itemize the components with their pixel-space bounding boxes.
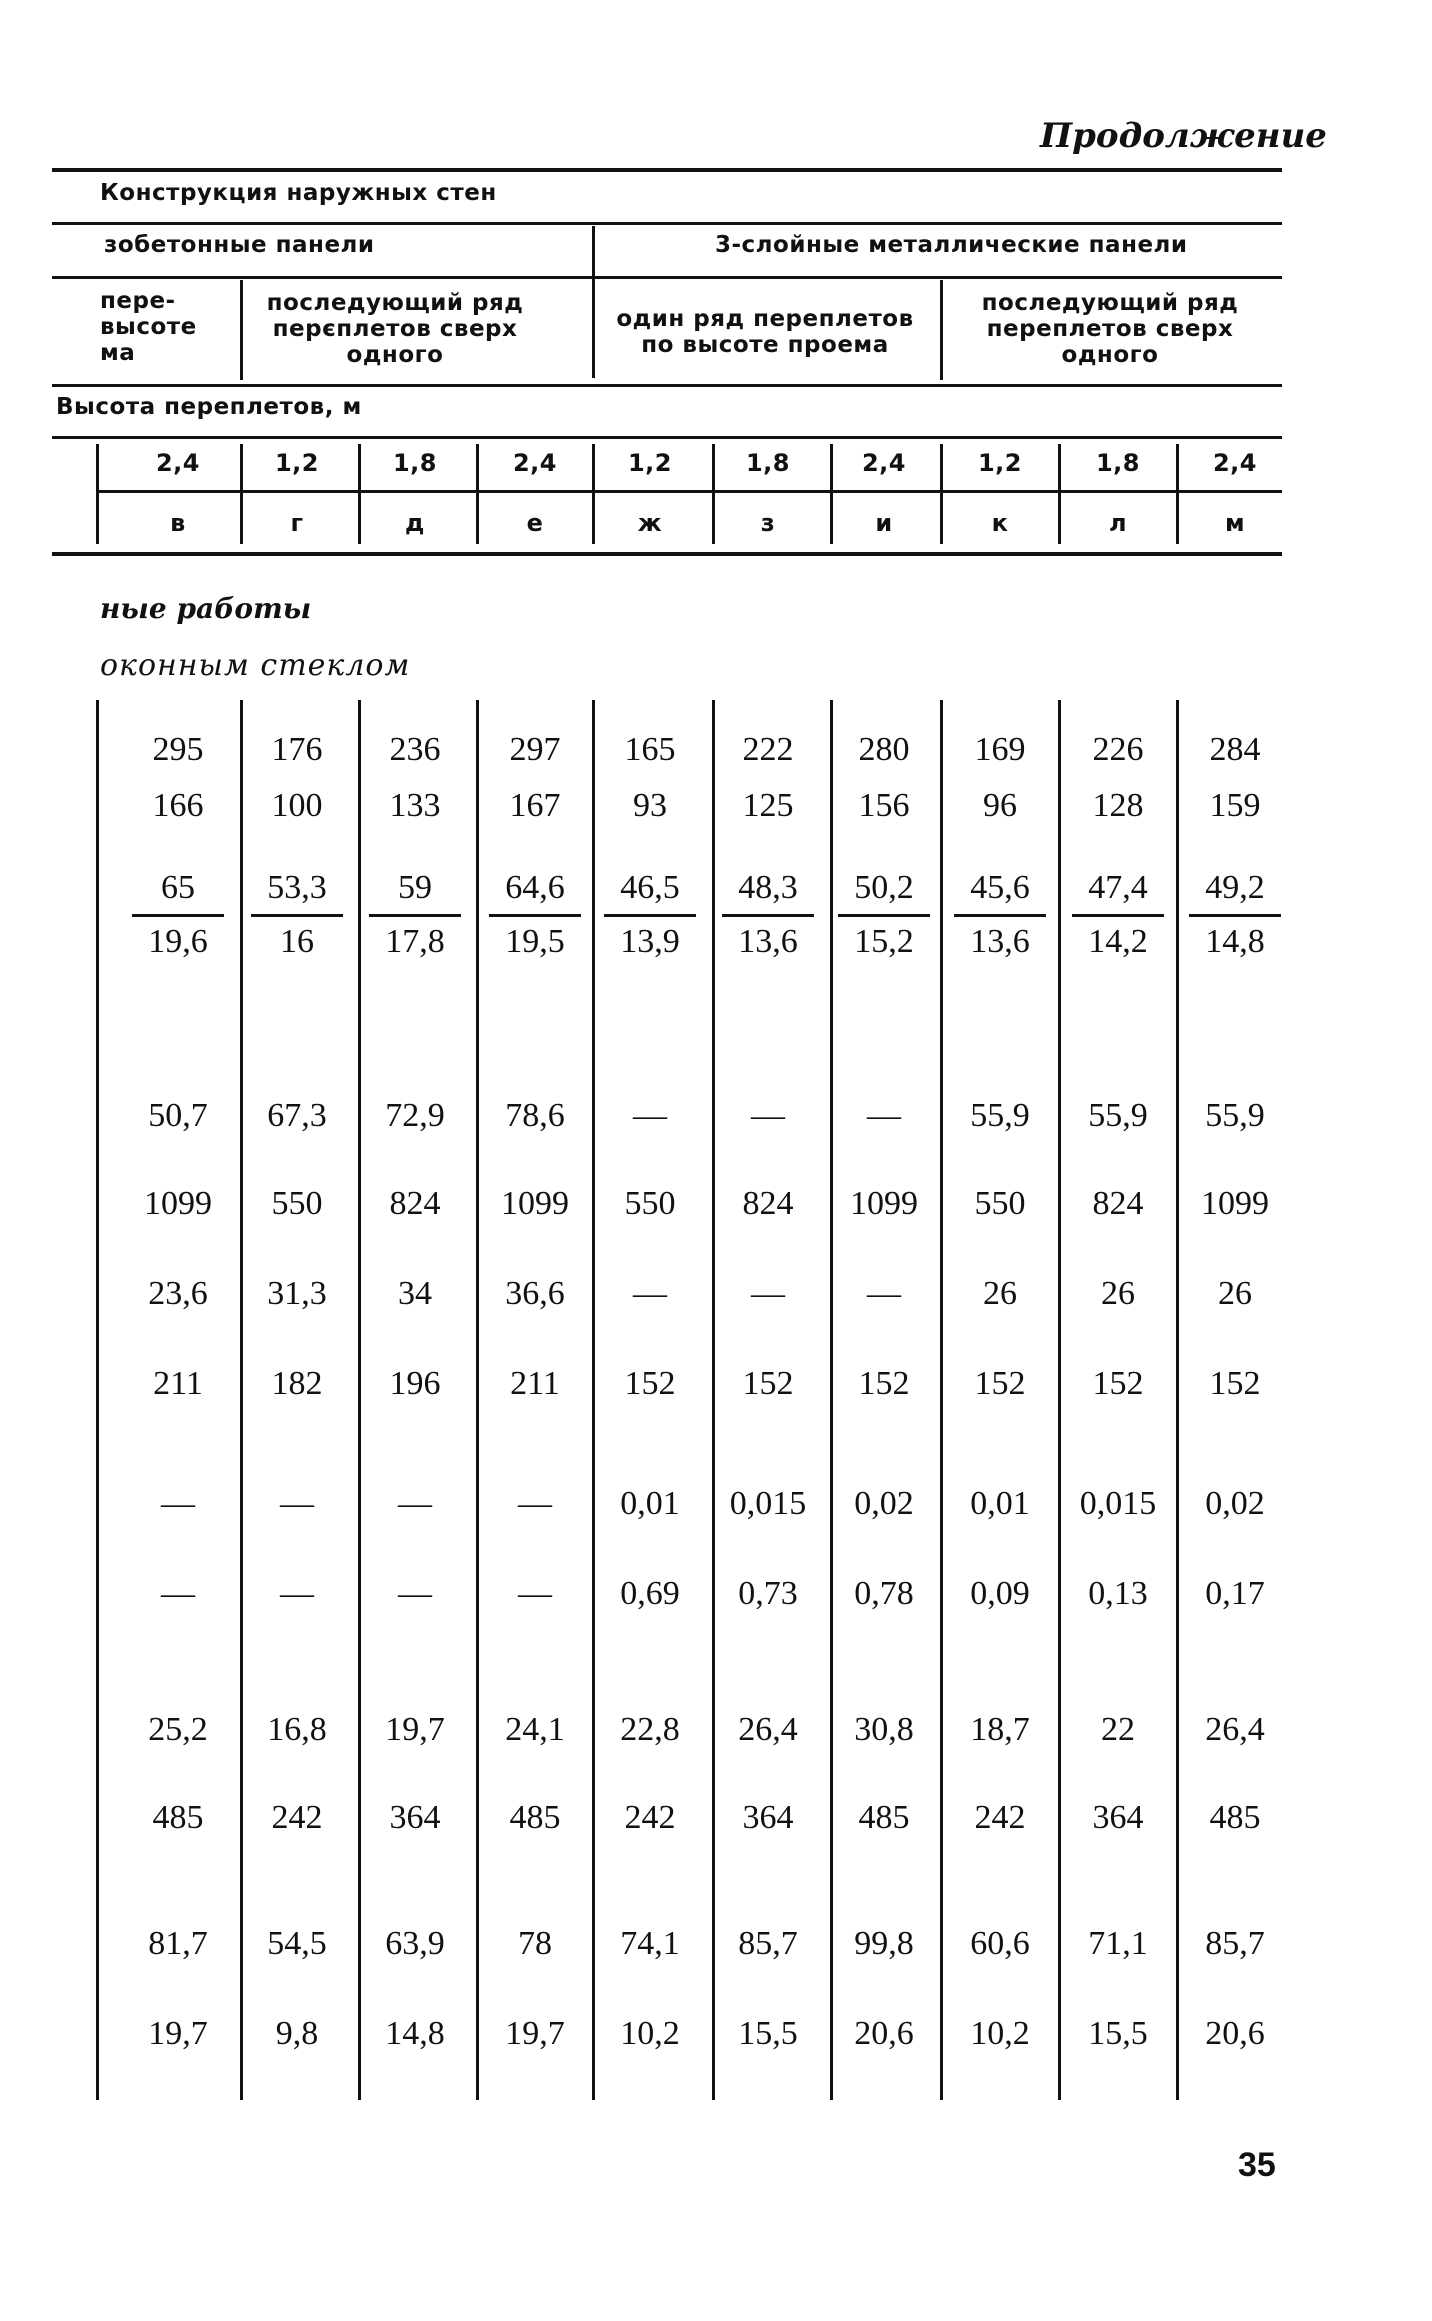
table-cell: 152: [858, 1365, 910, 1402]
table-cell: 36,6: [505, 1275, 565, 1312]
table-cell: 152: [1092, 1365, 1144, 1402]
table-cell: 15,5: [1088, 2015, 1148, 2052]
table-cell: 0,02: [854, 1485, 914, 1522]
table-cell: 485: [1209, 1799, 1261, 1836]
table-cell: 26: [1101, 1275, 1135, 1312]
table-cell: 152: [1209, 1365, 1261, 1402]
table-cell: 1099: [850, 1185, 918, 1222]
table-cell: 0,73: [738, 1575, 798, 1612]
table-cell: 211: [510, 1365, 560, 1402]
table-cell: 824: [389, 1185, 441, 1222]
fraction-denominator: 13,6: [738, 923, 798, 960]
table-cell: 22,8: [620, 1711, 680, 1748]
table-cell: 23,6: [148, 1275, 208, 1312]
header-vline-sub1: [240, 280, 243, 380]
page-number: 35: [1238, 2146, 1276, 2184]
table-cell: —: [867, 1275, 901, 1312]
table-cell: 176: [271, 731, 323, 768]
table-cell: 1099: [1201, 1185, 1269, 1222]
table-cell: —: [161, 1575, 195, 1612]
table-cell: 26: [983, 1275, 1017, 1312]
table-cell: 19,7: [148, 2015, 208, 2052]
table-cell: 128: [1092, 787, 1144, 824]
table-cell: 34: [398, 1275, 432, 1312]
height-value: 2,4: [1212, 449, 1257, 477]
table-cell: —: [867, 1097, 901, 1134]
table-cell: 485: [509, 1799, 561, 1836]
table-cell: 242: [271, 1799, 323, 1836]
height-value: 1,2: [274, 449, 319, 477]
header-column-line: [476, 444, 479, 544]
header-rule-4: [52, 384, 1282, 387]
fraction-numerator: 64,6: [505, 869, 565, 906]
fraction-denominator: 13,6: [970, 923, 1030, 960]
table-cell: 211: [153, 1365, 203, 1402]
table-cell: 100: [271, 787, 323, 824]
fraction-bar: [1189, 914, 1281, 917]
header-column-line: [358, 444, 361, 544]
subheader-b: последующий ряд перєплетов сверх одного: [266, 290, 524, 368]
height-value: 2,4: [155, 449, 200, 477]
table-cell: 99,8: [854, 1925, 914, 1962]
table-cell: 196: [389, 1365, 441, 1402]
height-label: Высота переплетов, м: [56, 394, 362, 420]
table-cell: 166: [152, 787, 204, 824]
table-cell: 0,78: [854, 1575, 914, 1612]
header-vline-sub2: [940, 280, 943, 380]
height-value: 2,4: [861, 449, 906, 477]
fraction-numerator: 45,6: [970, 869, 1030, 906]
table-cell: —: [518, 1575, 552, 1612]
table-cell: 550: [624, 1185, 676, 1222]
subheader-c: один ряд переплетов по высоте проема: [616, 306, 914, 358]
header-rule-2: [52, 222, 1282, 225]
fraction-denominator: 19,6: [148, 923, 208, 960]
table-cell: 26,4: [738, 1711, 798, 1748]
fraction-bar: [251, 914, 343, 917]
table-cell: 25,2: [148, 1711, 208, 1748]
table-cell: 297: [509, 731, 561, 768]
table-cell: 1099: [501, 1185, 569, 1222]
fraction-denominator: 16: [280, 923, 314, 960]
table-cell: 85,7: [1205, 1925, 1265, 1962]
table-cell: 0,015: [729, 1485, 807, 1522]
column-letter: к: [991, 509, 1009, 537]
table-cell: 55,9: [1205, 1097, 1265, 1134]
table-cell: —: [280, 1575, 314, 1612]
table-cell: 26: [1218, 1275, 1252, 1312]
column-letter: ж: [637, 509, 663, 537]
table-cell: 364: [389, 1799, 441, 1836]
fraction-numerator: 59: [398, 869, 432, 906]
table-cell: 152: [974, 1365, 1026, 1402]
table-cell: 19,7: [385, 1711, 445, 1748]
table-cell: 0,02: [1205, 1485, 1265, 1522]
table-cell: 9,8: [275, 2015, 319, 2052]
table-cell: 22: [1101, 1711, 1135, 1748]
header-rule-3: [52, 276, 1282, 279]
header-column-line: [96, 444, 99, 544]
table-cell: 0,13: [1088, 1575, 1148, 1612]
table-cell: 85,7: [738, 1925, 798, 1962]
column-letter: л: [1108, 509, 1128, 537]
table-cell: 72,9: [385, 1097, 445, 1134]
header-column-line: [830, 444, 833, 544]
column-letter: г: [290, 509, 304, 537]
table-cell: 20,6: [1205, 2015, 1265, 2052]
table-cell: 78,6: [505, 1097, 565, 1134]
table-cell: 824: [1092, 1185, 1144, 1222]
table-cell: 71,1: [1088, 1925, 1148, 1962]
table-cell: —: [398, 1575, 432, 1612]
table-cell: 156: [858, 787, 910, 824]
section-subtitle: оконным стеклом: [100, 648, 411, 683]
column-letter: д: [405, 509, 425, 537]
table-cell: 1099: [144, 1185, 212, 1222]
table-cell: 242: [624, 1799, 676, 1836]
section-title: ные работы: [100, 592, 312, 625]
table-cell: —: [161, 1485, 195, 1522]
fraction-bar: [604, 914, 696, 917]
table-cell: —: [518, 1485, 552, 1522]
fraction-bar: [722, 914, 814, 917]
table-cell: 74,1: [620, 1925, 680, 1962]
table-cell: 0,69: [620, 1575, 680, 1612]
table-cell: 63,9: [385, 1925, 445, 1962]
table-cell: —: [280, 1485, 314, 1522]
height-value: 1,8: [392, 449, 437, 477]
table-cell: —: [633, 1097, 667, 1134]
table-cell: 24,1: [505, 1711, 565, 1748]
height-value: 1,2: [977, 449, 1022, 477]
subheader-d: последующий ряд переплетов сверх одного: [981, 290, 1239, 368]
table-cell: 182: [271, 1365, 323, 1402]
table-cell: 550: [974, 1185, 1026, 1222]
fraction-denominator: 19,5: [505, 923, 565, 960]
column-letter: м: [1224, 509, 1246, 537]
fraction-bar: [132, 914, 224, 917]
table-cell: 50,7: [148, 1097, 208, 1134]
table-cell: 10,2: [620, 2015, 680, 2052]
table-cell: 0,01: [970, 1485, 1030, 1522]
table-cell: 14,8: [385, 2015, 445, 2052]
table-cell: 824: [742, 1185, 794, 1222]
table-cell: 550: [271, 1185, 323, 1222]
table-cell: 236: [389, 731, 441, 768]
table-cell: —: [751, 1275, 785, 1312]
header-column-line: [240, 444, 243, 544]
fraction-numerator: 53,3: [267, 869, 327, 906]
table-cell: 81,7: [148, 1925, 208, 1962]
table-cell: —: [633, 1275, 667, 1312]
table-cell: 485: [152, 1799, 204, 1836]
header-column-line: [1176, 444, 1179, 544]
table-cell: 0,09: [970, 1575, 1030, 1612]
fraction-denominator: 14,8: [1205, 923, 1265, 960]
wall-construction-label: Конструкция наружных стен: [100, 180, 497, 206]
table-cell: 55,9: [1088, 1097, 1148, 1134]
fraction-numerator: 48,3: [738, 869, 798, 906]
table-cell: 60,6: [970, 1925, 1030, 1962]
table-cell: 165: [624, 731, 676, 768]
table-cell: 18,7: [970, 1711, 1030, 1748]
fraction-numerator: 47,4: [1088, 869, 1148, 906]
table-cell: 78: [518, 1925, 552, 1962]
fraction-bar: [489, 914, 581, 917]
fraction-bar: [838, 914, 930, 917]
table-cell: 20,6: [854, 2015, 914, 2052]
table-cell: 159: [1209, 787, 1261, 824]
fraction-numerator: 46,5: [620, 869, 680, 906]
table-cell: 16,8: [267, 1711, 327, 1748]
fraction-numerator: 50,2: [854, 869, 914, 906]
fraction-denominator: 14,2: [1088, 923, 1148, 960]
header-column-line: [1058, 444, 1061, 544]
fraction-denominator: 13,9: [620, 923, 680, 960]
header-rule-top: [52, 168, 1282, 172]
table-cell: 54,5: [267, 1925, 327, 1962]
table-cell: 133: [389, 787, 441, 824]
table-cell: 152: [742, 1365, 794, 1402]
table-cell: 0,015: [1079, 1485, 1157, 1522]
fraction-bar: [369, 914, 461, 917]
continuation-label: Продолжение: [1040, 116, 1327, 156]
header-column-line: [712, 444, 715, 544]
table-cell: 96: [983, 787, 1017, 824]
table-cell: 67,3: [267, 1097, 327, 1134]
header-rule-6: [96, 490, 1282, 493]
height-value: 1,8: [745, 449, 790, 477]
height-value: 1,8: [1095, 449, 1140, 477]
header-vline-group: [592, 226, 595, 378]
table-cell: 30,8: [854, 1711, 914, 1748]
height-value: 1,2: [627, 449, 672, 477]
column-letter: е: [526, 509, 544, 537]
table-cell: 485: [858, 1799, 910, 1836]
fraction-denominator: 15,2: [854, 923, 914, 960]
table-cell: 125: [742, 787, 794, 824]
table-cell: 26,4: [1205, 1711, 1265, 1748]
table-cell: 364: [1092, 1799, 1144, 1836]
fraction-numerator: 65: [161, 869, 195, 906]
group-right-label: 3-слойные металлические панели: [715, 232, 1188, 258]
table-cell: 242: [974, 1799, 1026, 1836]
table-cell: 31,3: [267, 1275, 327, 1312]
fraction-bar: [954, 914, 1046, 917]
table-cell: 152: [624, 1365, 676, 1402]
table-cell: 169: [974, 731, 1026, 768]
table-cell: 55,9: [970, 1097, 1030, 1134]
column-letter: в: [170, 509, 186, 537]
group-left-label: зобетонные панели: [104, 232, 375, 258]
header-column-line: [940, 444, 943, 544]
table-cell: 0,01: [620, 1485, 680, 1522]
table-cell: —: [751, 1097, 785, 1134]
column-letter: и: [875, 509, 893, 537]
header-rule-5: [52, 436, 1282, 439]
table-cell: 10,2: [970, 2015, 1030, 2052]
table-cell: 226: [1092, 731, 1144, 768]
column-letter: з: [760, 509, 776, 537]
header-column-line: [592, 444, 595, 544]
table-cell: 0,17: [1205, 1575, 1265, 1612]
table-cell: 284: [1209, 731, 1261, 768]
table-cell: 364: [742, 1799, 794, 1836]
subheader-a: пере- высоте ма: [100, 288, 197, 366]
table-cell: 222: [742, 731, 794, 768]
body-column-line: [96, 700, 99, 2100]
table-cell: 15,5: [738, 2015, 798, 2052]
height-value: 2,4: [512, 449, 557, 477]
fraction-bar: [1072, 914, 1164, 917]
header-rule-bottom: [52, 552, 1282, 556]
table-cell: 19,7: [505, 2015, 565, 2052]
fraction-denominator: 17,8: [385, 923, 445, 960]
table-cell: 167: [509, 787, 561, 824]
table-cell: —: [398, 1485, 432, 1522]
table-cell: 280: [858, 731, 910, 768]
table-cell: 93: [633, 787, 667, 824]
table-cell: 295: [152, 731, 204, 768]
fraction-numerator: 49,2: [1205, 869, 1265, 906]
